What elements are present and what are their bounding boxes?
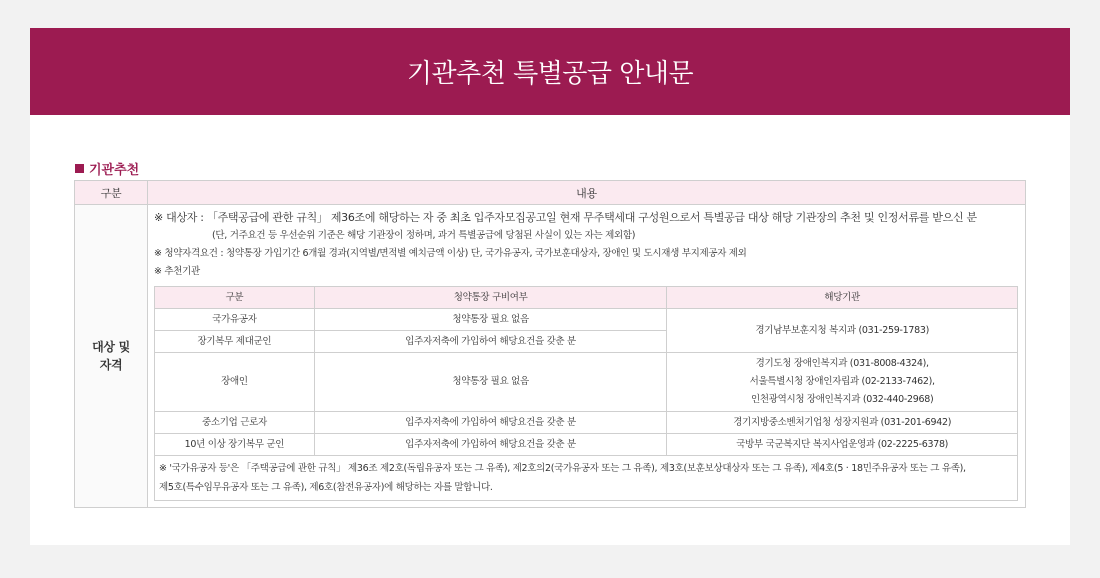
target-note: (단, 거주요건 등 우선순위 기준은 해당 기관장이 정하며, 과거 특별공급에 당첨된 사실이 있는 자는 제외함): [212, 230, 636, 241]
table-row: [155, 353, 1018, 412]
row-account: 입주자저축에 가입하여 해당요건을 갖춘 분: [314, 412, 667, 434]
row-agency: 국방부 국군복지단 복지사업운영과 (02-2225-6378): [667, 434, 1018, 456]
title-banner: [30, 28, 1070, 115]
row-agency: 경기도청 장애인복지과 (031-8008-4324), 서울특별시청 장애인자립과 (02-2133-7462), 인천광역시청 장애인복지과 (032-440-2968): [667, 353, 1018, 412]
inner-header-agency: 해당기관: [667, 287, 1018, 309]
table-row: [155, 412, 1018, 434]
row-account: 청약통장 필요 없음: [314, 309, 667, 331]
notice-card: [30, 28, 1070, 545]
row-account: 입주자저축에 가입하여 해당요건을 갖춘 분: [314, 434, 667, 456]
agency-label: ※ 추천기관: [154, 266, 200, 277]
inner-header-category: 구분: [155, 287, 315, 309]
header-category: 구분: [75, 181, 148, 205]
qualification-line: ※ 청약자격요건 : 청약통장 가입기간 6개월 경과(지역별/면적별 예치금액 이상) 단, 국가유공자, 국가보훈대상자, 장애인 및 도시재생 부지제공자 제외: [154, 248, 747, 259]
header-content: 내용: [148, 181, 1026, 205]
page-title: 기관추천 특별공급 안내문: [406, 59, 694, 89]
category-line1: 대상 및: [92, 340, 130, 354]
row-category: 국가유공자: [155, 309, 315, 331]
footnote-line2: 제5호(특수임무유공자 또는 그 유족), 제6호(참전유공자)에 해당하는 자를 말합니다.: [159, 482, 493, 493]
category-cell: [75, 205, 148, 508]
row-category: 중소기업 근로자: [155, 412, 315, 434]
table-row: [155, 309, 1018, 331]
row-category: 10년 이상 장기복무 군인: [155, 434, 315, 456]
qualification-table: [74, 180, 1026, 508]
row-agency: 경기지방중소벤처기업청 성장지원과 (031-201-6942): [667, 412, 1018, 434]
table-row: [155, 434, 1018, 456]
section-title: 기관추천: [89, 163, 140, 178]
square-bullet-icon: [75, 164, 84, 173]
target-line: ※ 대상자 : 「주택공급에 관한 규칙」 제36조에 해당하는 자 중 최초 입주자모집공고일 현재 무주택세대 구성원으로서 특별공급 대상 해당 기관장의 추천 및 인정서류를 받으신 분: [154, 211, 977, 224]
row-account: 청약통장 필요 없음: [314, 353, 667, 412]
category-line2: 자격: [99, 358, 123, 372]
footnote: [155, 456, 1018, 501]
section-heading: [75, 159, 139, 178]
content-cell: [148, 205, 1026, 508]
row-agency: 경기남부보훈지청 복지과 (031-259-1783): [667, 309, 1018, 353]
footnote-line1: ※ '국가유공자 등'은 「주택공급에 관한 규칙」 제36조 제2호(독립유공자 또는 그 유족), 제2호의2(국가유공자 또는 그 유족), 제3호(보훈보상대상자 또는 그 유족), 제4호(5 · 18민주유공자 또는 그 유족),: [159, 463, 966, 474]
row-category: 장기복무 제대군인: [155, 331, 315, 353]
inner-header-account: 청약통장 구비여부: [314, 287, 667, 309]
row-category: 장애인: [155, 353, 315, 412]
agency-table: [154, 286, 1018, 501]
row-account: 입주자저축에 가입하여 해당요건을 갖춘 분: [314, 331, 667, 353]
